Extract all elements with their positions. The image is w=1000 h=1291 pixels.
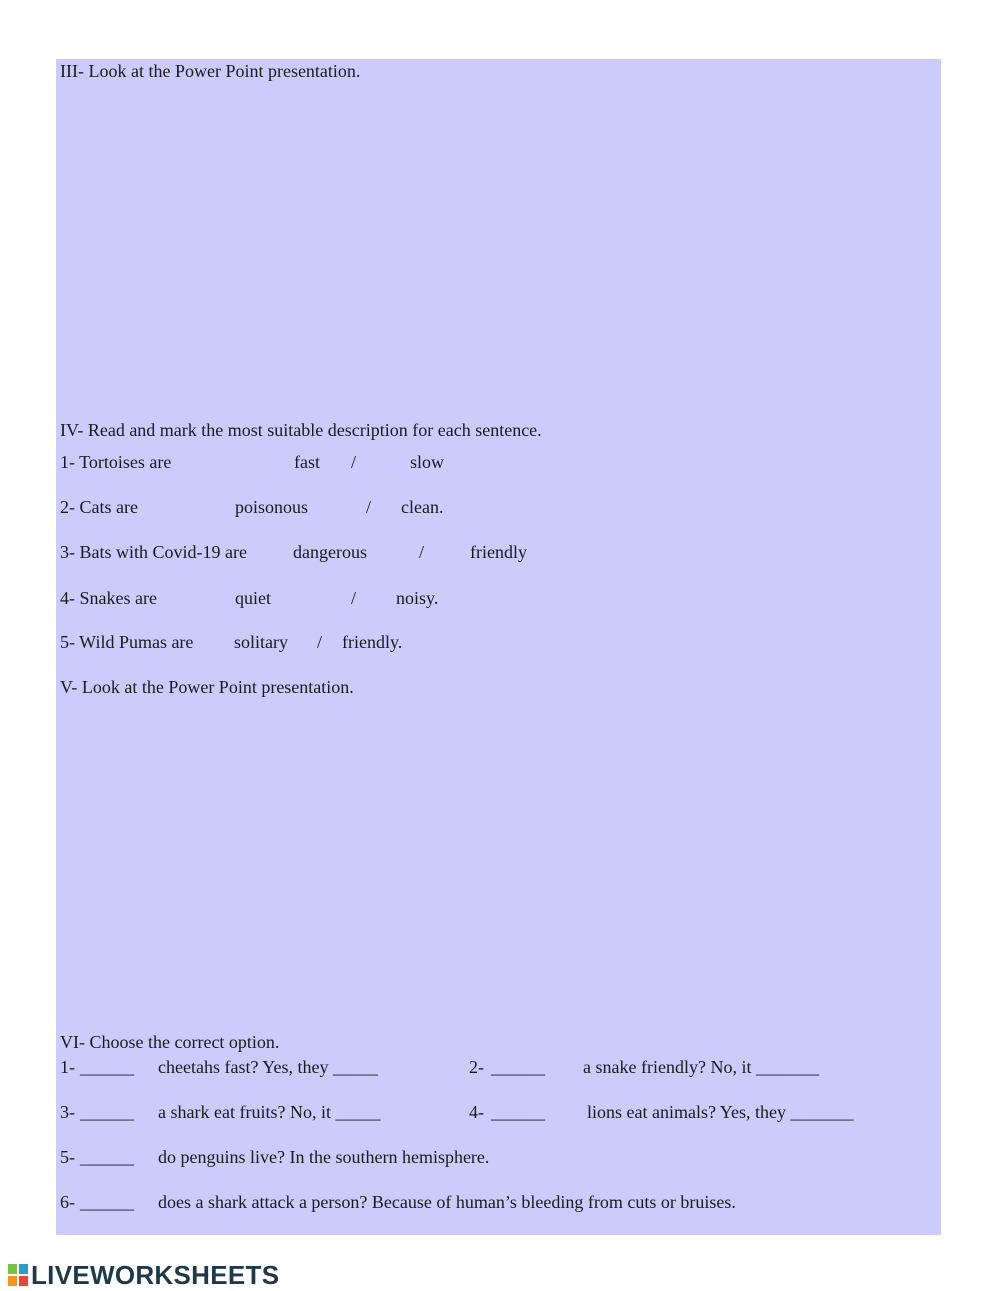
option-fast[interactable]: fast xyxy=(294,452,320,472)
item-number: 1- xyxy=(60,1057,75,1077)
item-text: a shark eat fruits? No, it _____ xyxy=(158,1102,381,1122)
option-separator: / xyxy=(351,452,357,472)
option-poisonous[interactable]: poisonous xyxy=(235,497,309,517)
option-slow[interactable]: slow xyxy=(410,452,445,472)
answer-blank[interactable]: ______ xyxy=(80,1102,134,1122)
item-number: 6- xyxy=(60,1192,75,1212)
option-solitary[interactable]: solitary xyxy=(234,632,288,652)
option-noisy[interactable]: noisy. xyxy=(396,588,439,608)
option-dangerous[interactable]: dangerous xyxy=(293,542,367,562)
option-separator: / xyxy=(366,497,372,517)
option-separator: / xyxy=(419,542,425,562)
liveworksheets-logo[interactable] xyxy=(8,1260,279,1290)
item-prompt: 5- Wild Pumas are xyxy=(60,632,194,652)
option-quiet[interactable]: quiet xyxy=(235,588,271,608)
item-text: do penguins live? In the southern hemisphere. xyxy=(158,1147,490,1167)
item-number: 5- xyxy=(60,1147,75,1167)
answer-blank[interactable]: ______ xyxy=(491,1057,545,1077)
item-text: lions eat animals? Yes, they _______ xyxy=(587,1102,854,1122)
option-friendly[interactable]: friendly. xyxy=(342,632,403,652)
item-prompt: 3- Bats with Covid-19 are xyxy=(60,542,247,562)
section-5-heading: V- Look at the Power Point presentation. xyxy=(60,677,354,697)
section-6-heading: VI- Choose the correct option. xyxy=(60,1032,280,1052)
section-4-heading: IV- Read and mark the most suitable description for each sentence. xyxy=(60,420,542,440)
option-friendly[interactable]: friendly xyxy=(470,542,527,562)
answer-blank[interactable]: ______ xyxy=(80,1147,134,1167)
item-text: a snake friendly? No, it _______ xyxy=(583,1057,819,1077)
liveworksheets-logo-icon xyxy=(8,1264,28,1286)
answer-blank[interactable]: ______ xyxy=(80,1192,134,1212)
item-prompt: 1- Tortoises are xyxy=(60,452,172,472)
option-separator: / xyxy=(351,588,357,608)
answer-blank[interactable]: ______ xyxy=(491,1102,545,1122)
item-number: 2- xyxy=(469,1057,484,1077)
option-clean[interactable]: clean. xyxy=(401,497,444,517)
option-separator: / xyxy=(317,632,323,652)
item-text: does a shark attack a person? Because of human’s bleeding from cuts or bruises. xyxy=(158,1192,736,1212)
answer-blank[interactable]: ______ xyxy=(80,1057,134,1077)
item-number: 4- xyxy=(469,1102,484,1122)
item-number: 3- xyxy=(60,1102,75,1122)
brand-name: LIVEWORKSHEETS xyxy=(31,1259,280,1290)
item-text: cheetahs fast? Yes, they _____ xyxy=(158,1057,378,1077)
section-3-heading: III- Look at the Power Point presentation. xyxy=(60,61,361,81)
item-prompt: 4- Snakes are xyxy=(60,588,157,608)
item-prompt: 2- Cats are xyxy=(60,497,138,517)
